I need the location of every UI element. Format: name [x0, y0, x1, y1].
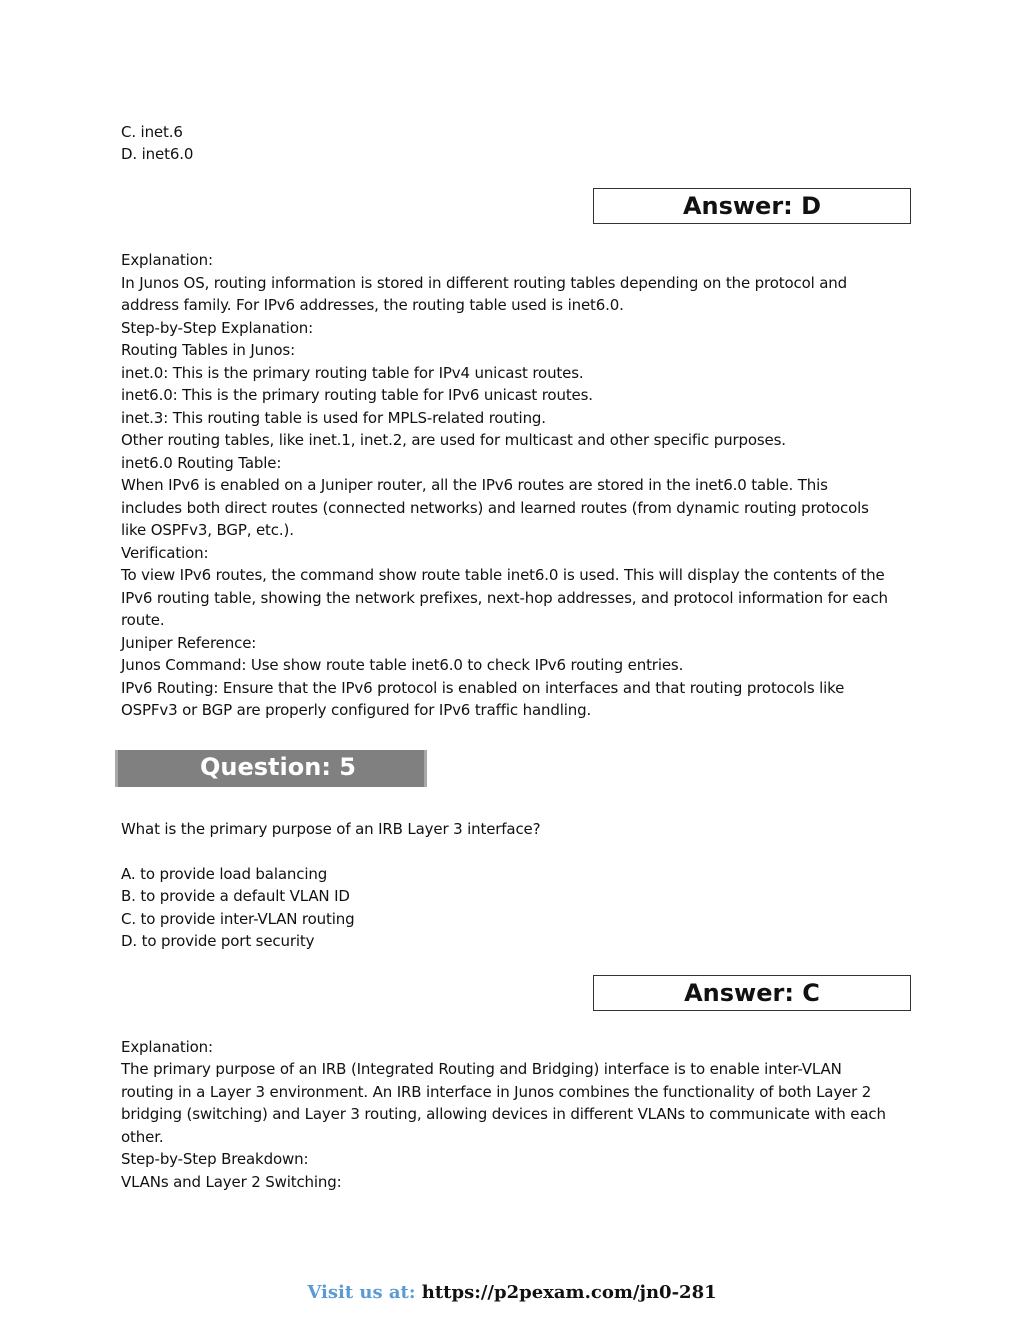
footer-label: Visit us at: — [307, 1282, 422, 1303]
explanation-line: inet6.0 Routing Table: — [121, 454, 282, 472]
explanation-line: bridging (switching) and Layer 3 routing, allowing devices in different VLANs to communicate with each — [121, 1105, 886, 1123]
explanation-line: Step-by-Step Explanation: — [121, 319, 314, 337]
explanation-line: route. — [121, 611, 165, 629]
explanation-line: address family. For IPv6 addresses, the routing table used is inet6.0. — [121, 296, 624, 314]
answer-label: Answer: C — [684, 979, 820, 1007]
explanation-line: routing in a Layer 3 environment. An IRB interface in Junos combines the functionality of both Layer 2 — [121, 1083, 872, 1101]
option-c: C. to provide inter-VLAN routing — [121, 910, 355, 928]
explanation-line: To view IPv6 routes, the command show route table inet6.0 is used. This will display the contents of the — [121, 566, 885, 584]
explanation-line: Routing Tables in Junos: — [121, 341, 295, 359]
explanation-line: In Junos OS, routing information is stored in different routing tables depending on the protocol and — [121, 274, 848, 292]
explanation-line: other. — [121, 1128, 164, 1146]
explanation-line: inet.3: This routing table is used for MPLS-related routing. — [121, 409, 546, 427]
footer — [0, 1282, 1024, 1303]
explanation-line: Junos Command: Use show route table inet6.0 to check IPv6 routing entries. — [121, 656, 684, 674]
question-number: Question: 5 — [200, 753, 356, 781]
explanation-line: OSPFv3 or BGP are properly configured for IPv6 traffic handling. — [121, 701, 592, 719]
answer-box — [593, 975, 911, 1011]
option-d: D. to provide port security — [121, 932, 315, 950]
question-banner — [115, 750, 427, 787]
option-c-prev: C. inet.6 — [121, 123, 183, 141]
explanation-line: The primary purpose of an IRB (Integrated Routing and Bridging) interface is to enable inter-VLAN — [121, 1060, 842, 1078]
answer-label: Answer: D — [682, 192, 822, 220]
explanation-line: inet6.0: This is the primary routing table for IPv6 unicast routes. — [121, 386, 593, 404]
explanation-line: IPv6 routing table, showing the network prefixes, next-hop addresses, and protocol information for each — [121, 589, 888, 607]
option-b: B. to provide a default VLAN ID — [121, 887, 350, 905]
explanation-line: Step-by-Step Breakdown: — [121, 1150, 309, 1168]
explanation-line: Explanation: — [121, 251, 213, 269]
explanation-line: IPv6 Routing: Ensure that the IPv6 protocol is enabled on interfaces and that routing protocols like — [121, 679, 845, 697]
explanation-line: Explanation: — [121, 1038, 213, 1056]
explanation-line: VLANs and Layer 2 Switching: — [121, 1173, 342, 1191]
explanation-line: like OSPFv3, BGP, etc.). — [121, 521, 294, 539]
footer-link[interactable]: https://p2pexam.com/jn0-281 — [421, 1282, 717, 1303]
option-a: A. to provide load balancing — [121, 865, 328, 883]
explanation-line: Verification: — [121, 544, 209, 562]
explanation-line: includes both direct routes (connected networks) and learned routes (from dynamic routing protocols — [121, 499, 869, 517]
option-d-prev: D. inet6.0 — [121, 145, 194, 163]
question-text: What is the primary purpose of an IRB Layer 3 interface? — [121, 820, 541, 838]
explanation-line: When IPv6 is enabled on a Juniper router, all the IPv6 routes are stored in the inet6.0 table. This — [121, 476, 828, 494]
answer-box — [593, 188, 911, 224]
explanation-line: Other routing tables, like inet.1, inet.2, are used for multicast and other specific purposes. — [121, 431, 786, 449]
explanation-line: inet.0: This is the primary routing table for IPv4 unicast routes. — [121, 364, 584, 382]
explanation-line: Juniper Reference: — [121, 634, 257, 652]
